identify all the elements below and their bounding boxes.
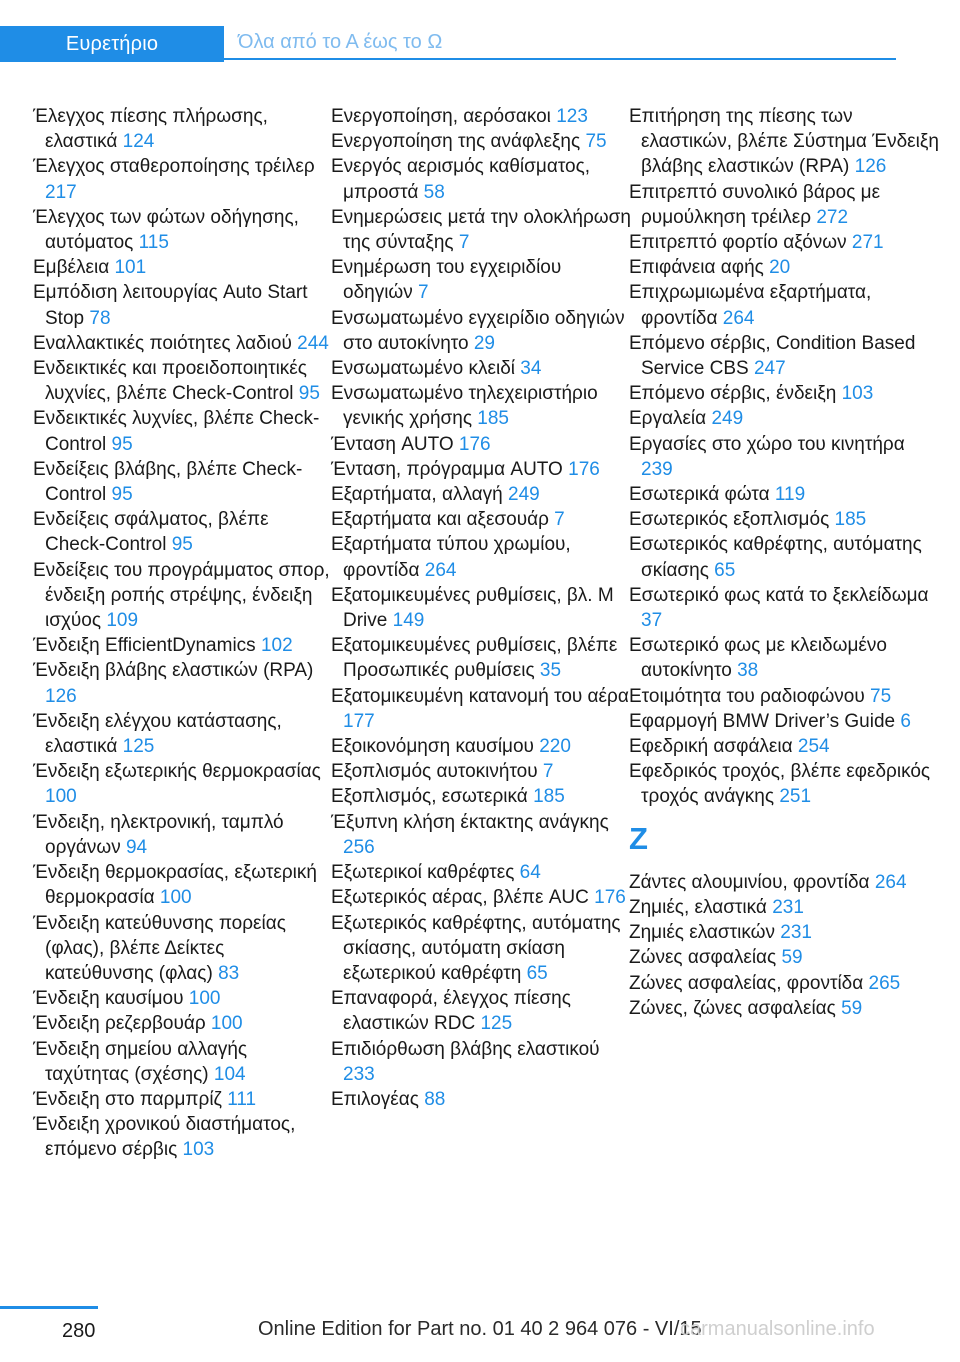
index-entry bbox=[33, 986, 333, 1011]
index-entry-term: Ένδειξη ελέγχου κατάστασης, ελαστικά bbox=[33, 710, 282, 758]
index-page-link[interactable]: 75 bbox=[585, 131, 607, 153]
index-entry-term: Επιτήρηση της πίεσης των ελαστικών, βλέπε Σύστημα Ένδειξη βλάβης ελαστικών (RPA) bbox=[629, 106, 939, 178]
index-entry bbox=[629, 104, 939, 180]
index-entry bbox=[33, 709, 333, 759]
index-entry-term: Ζημιές, ελαστικά bbox=[629, 896, 767, 918]
index-entry-term: Εξωτερικός αέρας, βλέπε AUC bbox=[331, 887, 589, 909]
index-entry bbox=[331, 810, 631, 860]
tab-index[interactable]: Ευρετήριο bbox=[0, 26, 224, 62]
index-page-link[interactable]: 176 bbox=[568, 458, 600, 480]
page-number: 280 bbox=[62, 1320, 96, 1342]
index-page-link[interactable]: 231 bbox=[772, 896, 804, 918]
index-entry-term: Εξοπλισμός, εσωτερικά bbox=[331, 786, 528, 808]
index-entry bbox=[33, 558, 333, 634]
index-entry-term: Ετοιμότητα του ραδιοφώνου bbox=[629, 685, 865, 707]
index-page-link[interactable]: 126 bbox=[45, 685, 77, 707]
index-page-link[interactable]: 100 bbox=[188, 988, 221, 1010]
index-entry-term: Εσωτερικό φως κατά το ξεκλείδωμα bbox=[629, 584, 929, 606]
index-entry bbox=[331, 759, 631, 784]
index-page-link[interactable]: 177 bbox=[343, 710, 375, 732]
index-entry-term: Εσωτερικός εξοπλισμός bbox=[629, 509, 830, 531]
index-entry bbox=[33, 154, 333, 204]
index-page-link[interactable]: 249 bbox=[508, 484, 540, 506]
index-entry-term: Εξατομικευμένες ρυθμίσεις, βλέπε Προσωπικές ρυθμίσεις bbox=[331, 635, 618, 682]
index-page-link[interactable]: 123 bbox=[556, 106, 588, 127]
index-entry bbox=[331, 532, 631, 582]
index-entry bbox=[629, 945, 939, 970]
index-page-link[interactable]: 83 bbox=[218, 962, 240, 984]
index-entry-term: Ένδειξη σημείου αλλαγής ταχύτητας (σχέσης) bbox=[33, 1038, 248, 1085]
index-page-link[interactable]: 95 bbox=[298, 383, 320, 405]
index-entry bbox=[331, 482, 631, 507]
edition-footer: Online Edition for Part no. 01 40 2 964 076 - VI/15 bbox=[258, 1318, 702, 1340]
index-page-link[interactable]: 272 bbox=[816, 206, 849, 228]
index-page-link[interactable]: 249 bbox=[711, 408, 744, 430]
index-page-link[interactable]: 100 bbox=[159, 887, 192, 909]
index-entry bbox=[33, 255, 333, 280]
index-entry-term: Εσωτερικός καθρέφτης, αυτόματης σκίασης bbox=[629, 534, 922, 581]
index-entry bbox=[331, 205, 631, 255]
index-page-link[interactable]: 231 bbox=[780, 922, 812, 944]
index-page-link[interactable]: 94 bbox=[125, 836, 148, 858]
index-entry bbox=[33, 457, 333, 507]
index-entry bbox=[33, 406, 333, 456]
index-entry bbox=[629, 895, 939, 920]
index-entry-term: Εφεδρική ασφάλεια bbox=[629, 736, 793, 758]
index-entry-term: Εξωτερικοί καθρέφτες bbox=[331, 862, 515, 884]
index-entry bbox=[331, 381, 631, 431]
index-page-link[interactable]: 6 bbox=[900, 710, 911, 732]
index-page-link[interactable]: 38 bbox=[737, 660, 759, 682]
index-entry-term: Έλεγχος των φώτων οδήγησης, αυτόματος bbox=[33, 206, 299, 254]
index-entry bbox=[629, 432, 939, 482]
index-page-link[interactable]: 109 bbox=[106, 610, 139, 632]
index-entry-term: Ενδείξεις του προγράμματος σπορ, ένδειξη ροπής στρέψης, ένδειξη ισχύος bbox=[33, 559, 330, 632]
index-entry bbox=[331, 986, 631, 1036]
index-page-link[interactable]: 115 bbox=[138, 232, 169, 254]
index-page-link[interactable]: 264 bbox=[722, 307, 755, 329]
index-page-link[interactable]: 88 bbox=[424, 1088, 446, 1110]
index-page-link[interactable]: 102 bbox=[260, 635, 293, 657]
index-page-link[interactable]: 7 bbox=[418, 282, 429, 304]
index-page-link[interactable]: 59 bbox=[841, 997, 863, 1019]
index-entry-term: Ζώνες ασφαλείας bbox=[629, 947, 777, 969]
index-page-link[interactable]: 37 bbox=[641, 610, 663, 632]
index-page-link[interactable]: 7 bbox=[458, 232, 470, 254]
index-page-link[interactable]: 111 bbox=[227, 1088, 257, 1110]
index-entry-term: Εργαλεία bbox=[629, 408, 707, 430]
index-entry-term: Έλεγχος πίεσης πλήρωσης, ελαστικά bbox=[33, 106, 268, 153]
index-entry-term: Εργασίες στο χώρο του κινητήρα bbox=[629, 433, 905, 455]
index-entry-term: Ενδείξεις βλάβης, βλέπε Check-Control bbox=[33, 458, 303, 506]
index-page-link[interactable]: 59 bbox=[781, 947, 803, 969]
index-entry-term: Ζάντες αλουμινίου, φροντίδα bbox=[629, 871, 870, 893]
index-entry-term: Ένδειξη καυσίμου bbox=[33, 988, 184, 1010]
index-entry bbox=[629, 996, 939, 1021]
index-page-link[interactable]: 101 bbox=[114, 257, 147, 279]
index-entry bbox=[331, 885, 631, 910]
index-page-link[interactable]: 149 bbox=[392, 610, 425, 632]
index-entry bbox=[331, 104, 631, 129]
index-entry bbox=[331, 860, 631, 885]
index-page-link[interactable]: 103 bbox=[841, 383, 874, 405]
index-entry bbox=[629, 583, 939, 633]
index-page-link[interactable]: 7 bbox=[542, 761, 554, 783]
page-number-rule bbox=[0, 1306, 98, 1309]
index-entry-term: Εξωτερικός καθρέφτης, αυτόματης σκίασης, αυτόματη σκίαση εξωτερικού καθρέφτη bbox=[331, 912, 621, 984]
index-page-link[interactable]: 95 bbox=[171, 534, 193, 556]
index-page-link[interactable]: 100 bbox=[210, 1013, 243, 1035]
index-entry bbox=[33, 104, 333, 154]
index-entry bbox=[33, 1011, 333, 1036]
index-entry bbox=[629, 532, 939, 582]
index-entry-term: Εξατομικευμένες ρυθμίσεις, βλ. M Drive bbox=[331, 584, 614, 632]
index-entry-term: Ενσωματωμένο εγχειρίδιο οδηγιών στο αυτοκίνητο bbox=[331, 307, 625, 354]
index-letter-heading: Z bbox=[629, 820, 648, 856]
index-entry-term: Εξαρτήματα, αλλαγή bbox=[331, 484, 503, 506]
index-page-link[interactable]: 78 bbox=[89, 307, 111, 329]
index-page-link[interactable]: 256 bbox=[343, 836, 375, 858]
index-page-link[interactable]: 265 bbox=[868, 972, 901, 994]
index-entry-term: Εφεδρικός τροχός, βλέπε εφεδρικός τροχός ανάγκης bbox=[629, 761, 931, 808]
index-entry bbox=[331, 457, 631, 482]
index-column-2 bbox=[331, 104, 631, 1112]
index-page-link[interactable]: 35 bbox=[539, 660, 562, 682]
index-entry bbox=[629, 180, 939, 230]
index-entry-term: Ενδείξεις σφάλματος, βλέπε Check-Control bbox=[33, 509, 269, 556]
index-entry-term: Έξυπνη κλήση έκτακτης ανάγκης bbox=[331, 811, 609, 833]
index-page-link[interactable]: 185 bbox=[477, 408, 509, 430]
index-page-link[interactable]: 176 bbox=[458, 433, 491, 455]
index-page-link[interactable]: 65 bbox=[714, 559, 736, 581]
index-entry bbox=[331, 583, 631, 633]
index-page-link[interactable]: 95 bbox=[111, 484, 133, 506]
index-entry-term: Εναλλακτικές ποιότητες λαδιού bbox=[33, 332, 292, 354]
index-entry-term: Επόμενο σέρβις, ένδειξη bbox=[629, 383, 837, 405]
index-page-link[interactable]: 251 bbox=[779, 786, 812, 808]
index-page-link[interactable]: 7 bbox=[554, 509, 565, 531]
index-entry bbox=[629, 759, 939, 809]
index-entry bbox=[331, 1087, 631, 1112]
tab-a-to-z[interactable]: Όλα από το Α έως το Ω bbox=[224, 26, 896, 60]
index-page-link[interactable]: 103 bbox=[182, 1139, 215, 1161]
index-entry-term: Εξοπλισμός αυτοκινήτου bbox=[331, 761, 538, 783]
index-page-link[interactable]: 104 bbox=[213, 1063, 246, 1085]
index-entry bbox=[331, 255, 631, 305]
index-entry bbox=[629, 507, 939, 532]
index-page-link[interactable]: 100 bbox=[45, 786, 77, 808]
index-entry-term: Εφαρμογή BMW Driver’s Guide bbox=[629, 710, 896, 732]
index-entry-term: Εσωτερικό φως με κλειδωμένο αυτοκίνητο bbox=[629, 635, 887, 682]
index-entry bbox=[629, 331, 939, 381]
index-entry-term: Εξοικονόμηση καυσίμου bbox=[331, 736, 534, 758]
index-page-link[interactable]: 20 bbox=[769, 257, 791, 279]
index-entry-term: Ένδειξη EfficientDynamics bbox=[33, 635, 256, 657]
index-page-link[interactable]: 217 bbox=[45, 181, 77, 203]
index-entry-term: Ενημέρωση του εγχειριδίου οδηγιών bbox=[331, 257, 562, 304]
index-page-link[interactable]: 244 bbox=[297, 332, 329, 354]
index-column-3 bbox=[629, 104, 939, 1021]
index-entry-term: Εσωτερικά φώτα bbox=[629, 484, 770, 506]
index-entry bbox=[33, 1112, 333, 1162]
index-entry bbox=[331, 154, 631, 204]
index-page-link[interactable]: 176 bbox=[594, 887, 626, 909]
index-entry-term: Εμπόδιση λειτουργίας Auto Start Stop bbox=[33, 282, 308, 329]
index-entry-term: Ένδειξη, ηλεκτρονική, ταμπλό οργάνων bbox=[33, 811, 284, 858]
index-entry-term: Ένδειξη βλάβης ελαστικών (RPA) bbox=[33, 660, 314, 682]
index-entry-term: Ένταση, πρόγραμμα AUTO bbox=[331, 458, 563, 480]
index-page-link[interactable]: 254 bbox=[797, 736, 830, 758]
index-page-link[interactable]: 58 bbox=[423, 181, 445, 203]
index-entry bbox=[331, 911, 631, 987]
index-entry-term: Ζώνες ασφαλείας, φροντίδα bbox=[629, 972, 864, 994]
index-entry bbox=[331, 356, 631, 381]
index-page-link[interactable]: 271 bbox=[851, 232, 884, 254]
index-entry bbox=[33, 860, 333, 910]
index-entry bbox=[331, 684, 631, 734]
index-entry-term: Εξατομικευμένη κατανομή του αέρα bbox=[331, 685, 629, 707]
index-entry-term: Επιτρεπτό φορτίο αξόνων bbox=[629, 232, 847, 254]
index-entry bbox=[331, 306, 631, 356]
index-entry bbox=[33, 658, 333, 708]
index-page-link[interactable]: 264 bbox=[424, 559, 457, 581]
index-entry bbox=[629, 230, 939, 255]
index-entry-term: Ενσωματωμένο τηλεχειριστήριο γενικής χρήσης bbox=[331, 383, 598, 430]
watermark: carmanualsonline.info bbox=[680, 1318, 875, 1340]
index-page-link[interactable]: 233 bbox=[343, 1063, 375, 1085]
index-entry-term: Εξαρτήματα και αξεσουάρ bbox=[331, 509, 549, 531]
index-entry-term: Ενδεικτικές λυχνίες, βλέπε Check-Control bbox=[33, 408, 320, 455]
index-page-link[interactable]: 125 bbox=[122, 736, 155, 758]
index-entry bbox=[629, 255, 939, 280]
index-entry bbox=[331, 734, 631, 759]
index-entry bbox=[331, 507, 631, 532]
index-page-link[interactable]: 264 bbox=[874, 871, 907, 893]
index-entry bbox=[629, 381, 939, 406]
index-entry bbox=[629, 971, 939, 996]
index-entry-term: Ζώνες, ζώνες ασφαλείας bbox=[629, 997, 836, 1019]
index-page-link[interactable]: 65 bbox=[526, 962, 548, 984]
index-entry bbox=[629, 482, 939, 507]
index-entry-term: Ένδειξη στο παρμπρίζ bbox=[33, 1088, 222, 1110]
index-entry bbox=[629, 734, 939, 759]
index-page-link[interactable]: 75 bbox=[870, 685, 892, 707]
index-entry bbox=[33, 280, 333, 330]
index-entry bbox=[629, 280, 939, 330]
index-entry-term: Επιχρωμιωμένα εξαρτήματα, φροντίδα bbox=[629, 282, 872, 329]
index-entry-term: Επιφάνεια αφής bbox=[629, 257, 764, 279]
index-page-link[interactable]: 64 bbox=[519, 862, 541, 884]
index-page-link[interactable]: 239 bbox=[641, 458, 673, 480]
index-page-link[interactable]: 247 bbox=[753, 358, 786, 380]
index-entry-term: Επιτρεπτό συνολικό βάρος με ρυμούλκηση τρέιλερ bbox=[629, 181, 881, 228]
index-page-link[interactable]: 29 bbox=[473, 332, 495, 354]
index-entry-term: Επιδιόρθωση βλάβης ελαστικού bbox=[331, 1038, 600, 1060]
index-page-link[interactable]: 34 bbox=[520, 358, 542, 380]
index-entry-term: Εμβέλεια bbox=[33, 257, 110, 279]
header-tabs bbox=[0, 26, 896, 62]
index-entry-term: Επαναφορά, έλεγχος πίεσης ελαστικών RDC bbox=[331, 988, 571, 1035]
index-entry bbox=[33, 633, 333, 658]
index-page-link[interactable]: 220 bbox=[539, 736, 571, 758]
index-entry bbox=[331, 432, 631, 457]
index-entry bbox=[629, 633, 939, 683]
index-entry bbox=[629, 406, 939, 431]
index-page-link[interactable]: 185 bbox=[834, 509, 867, 531]
index-entry-term: Εξαρτήματα τύπου χρωμίου, φροντίδα bbox=[331, 534, 571, 581]
index-entry-term: Ζημιές ελαστικών bbox=[629, 922, 775, 944]
index-entry-term: Ένδειξη κατεύθυνσης πορείας (φλας), βλέπε Δείκτες κατεύθυνσης (φλας) bbox=[33, 912, 286, 984]
index-entry bbox=[33, 205, 333, 255]
index-entry-term: Ενεργός αερισμός καθίσματος, μπροστά bbox=[331, 156, 591, 203]
index-entry bbox=[629, 920, 939, 945]
index-entry bbox=[33, 1087, 333, 1112]
index-entry bbox=[33, 356, 333, 406]
index-entry-term: Ένταση AUTO bbox=[331, 433, 454, 455]
index-page-link[interactable]: 185 bbox=[533, 786, 565, 808]
index-column-1 bbox=[33, 104, 333, 1163]
index-entry bbox=[33, 911, 333, 987]
index-page-link[interactable]: 124 bbox=[122, 131, 155, 153]
index-entry bbox=[331, 633, 631, 683]
index-entry-term: Ενεργοποίηση της ανάφλεξης bbox=[331, 131, 581, 153]
index-entry bbox=[33, 759, 333, 809]
index-entry-term: Ένδειξη εξωτερικής θερμοκρασίας bbox=[33, 761, 321, 783]
index-entry bbox=[629, 870, 939, 895]
index-entry bbox=[331, 1037, 631, 1087]
index-entry bbox=[33, 507, 333, 557]
index-entry-term: Ενεργοποίηση, αερόσακοι bbox=[331, 106, 551, 127]
index-entry-term: Ενδεικτικές και προειδοποιητικές λυχνίες, βλέπε Check-Control bbox=[33, 358, 307, 405]
index-entry bbox=[629, 709, 939, 734]
index-entry-term: Ένδειξη χρονικού διαστήματος, επόμενο σέρβις bbox=[33, 1114, 296, 1161]
index-entry-term: Επόμενο σέρβις, Condition Based Service CBS bbox=[629, 332, 916, 380]
index-entry-term: Ενημερώσεις μετά την ολοκλήρωση της σύνταξης bbox=[331, 206, 631, 254]
index-page-link[interactable]: 126 bbox=[854, 156, 887, 178]
index-entry bbox=[33, 1037, 333, 1087]
index-entry-term: Ένδειξη ρεζερβουάρ bbox=[33, 1013, 206, 1035]
index-entry bbox=[331, 784, 631, 809]
index-entry bbox=[629, 684, 939, 709]
index-page-link[interactable]: 125 bbox=[480, 1013, 513, 1035]
index-entry-term: Ένδειξη θερμοκρασίας, εξωτερική θερμοκρασία bbox=[33, 862, 317, 909]
index-entry-term: Επιλογέας bbox=[331, 1088, 419, 1110]
index-entry-term: Ενσωματωμένο κλειδί bbox=[331, 358, 515, 380]
index-page-link[interactable]: 95 bbox=[111, 433, 133, 455]
index-entry bbox=[331, 129, 631, 154]
index-page-link[interactable]: 119 bbox=[774, 484, 806, 506]
index-entry bbox=[33, 810, 333, 860]
index-entry-term: Έλεγχος σταθεροποίησης τρέιλερ bbox=[33, 156, 315, 178]
index-entry bbox=[33, 331, 333, 356]
